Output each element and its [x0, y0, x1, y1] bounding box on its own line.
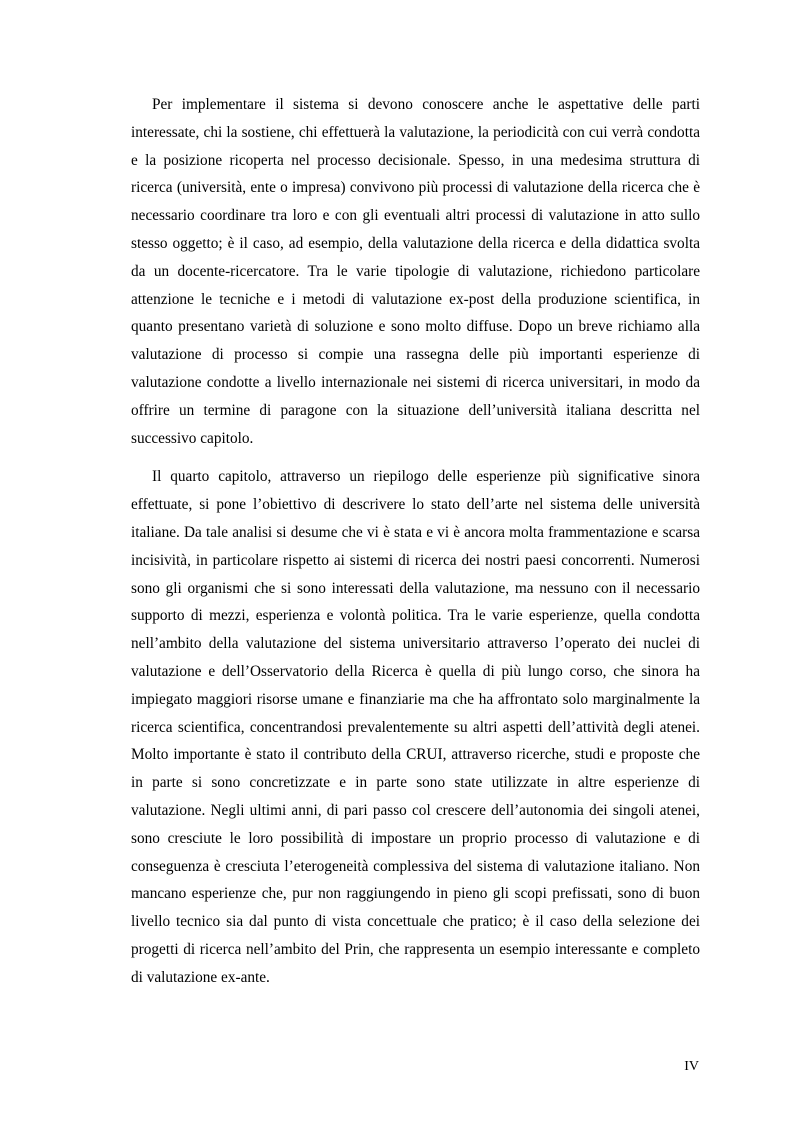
paragraph-evaluation-system: Per implementare il sistema si devono conoscere anche le aspettative delle parti interessate, chi la sostiene, chi effettuerà la valutazione, la periodicità con cui verrà condotta e la posizione ricoperta nel processo decisionale. Spesso, in una medesima struttura di ricerca (università, ente o impresa) convivono più processi di valutazione della ricerca che è necessario coordinare tra loro e con gli eventuali altri processi di valutazione in atto sullo stesso oggetto; è il caso, ad esempio, della valutazione della ricerca e della didattica svolta da un docente-ricercatore. Tra le varie tipologie di valutazione, richiedono particolare attenzione le tecniche e i metodi di valutazione ex-post della produzione scientifica, in quanto presentano varietà di soluzione e sono molto diffuse. Dopo un breve richiamo alla valutazione di processo si compie una rassegna delle più importanti esperienze di valutazione condotte a livello internazionale nei sistemi di ricerca universitari, in modo da offrire un termine di paragone con la situazione dell’università italiana descritta nel successivo capitolo.: [131, 96, 700, 447]
body-text: [131, 91, 700, 992]
paragraph-fourth-chapter: Il quarto capitolo, attraverso un riepilogo delle esperienze più significative sinora effettuate, si pone l’obiettivo di descrivere lo stato dell’arte nel sistema delle università italiane. Da tale analisi si desume che vi è stata e vi è ancora molta frammentazione e scarsa incisività, in particolare rispetto ai sistemi di ricerca dei nostri paesi concorrenti. Numerosi sono gli organismi che si sono interessati della valutazione, ma nessuno con il necessario supporto di mezzi, esperienza e volontà politica. Tra le varie esperienze, quella condotta nell’ambito della valutazione del sistema universitario attraverso l’operato dei nuclei di valutazione e dell’Osservatorio della Ricerca è quella di più lungo corso, che sinora ha impiegato maggiori risorse umane e finanziarie ma che ha affrontato solo marginalmente la ricerca scientifica, concentrandosi prevalentemente su altri aspetti dell’attività degli atenei. Molto importante è stato il contributo della CRUI, attraverso ricerche, studi e proposte che in parte si sono concretizzate e in parte sono state utilizzate in altre esperienze di valutazione. Negli ultimi anni, di pari passo col crescere dell’autonomia dei singoli atenei, sono cresciute le loro possibilità di impostare un proprio processo di valutazione e di conseguenza è cresciuta l’eterogeneità complessiva del sistema di valutazione italiano. Non mancano esperienze che, pur non raggiungendo in pieno gli scopi prefissati, sono di buon livello tecnico sia dal punto di vista concettuale che pratico; è il caso della selezione dei progetti di ricerca nell’ambito del Prin, che rappresenta un esempio interessante e completo di valutazione ex-ante.: [131, 468, 700, 986]
page-number: IV: [684, 1059, 699, 1074]
